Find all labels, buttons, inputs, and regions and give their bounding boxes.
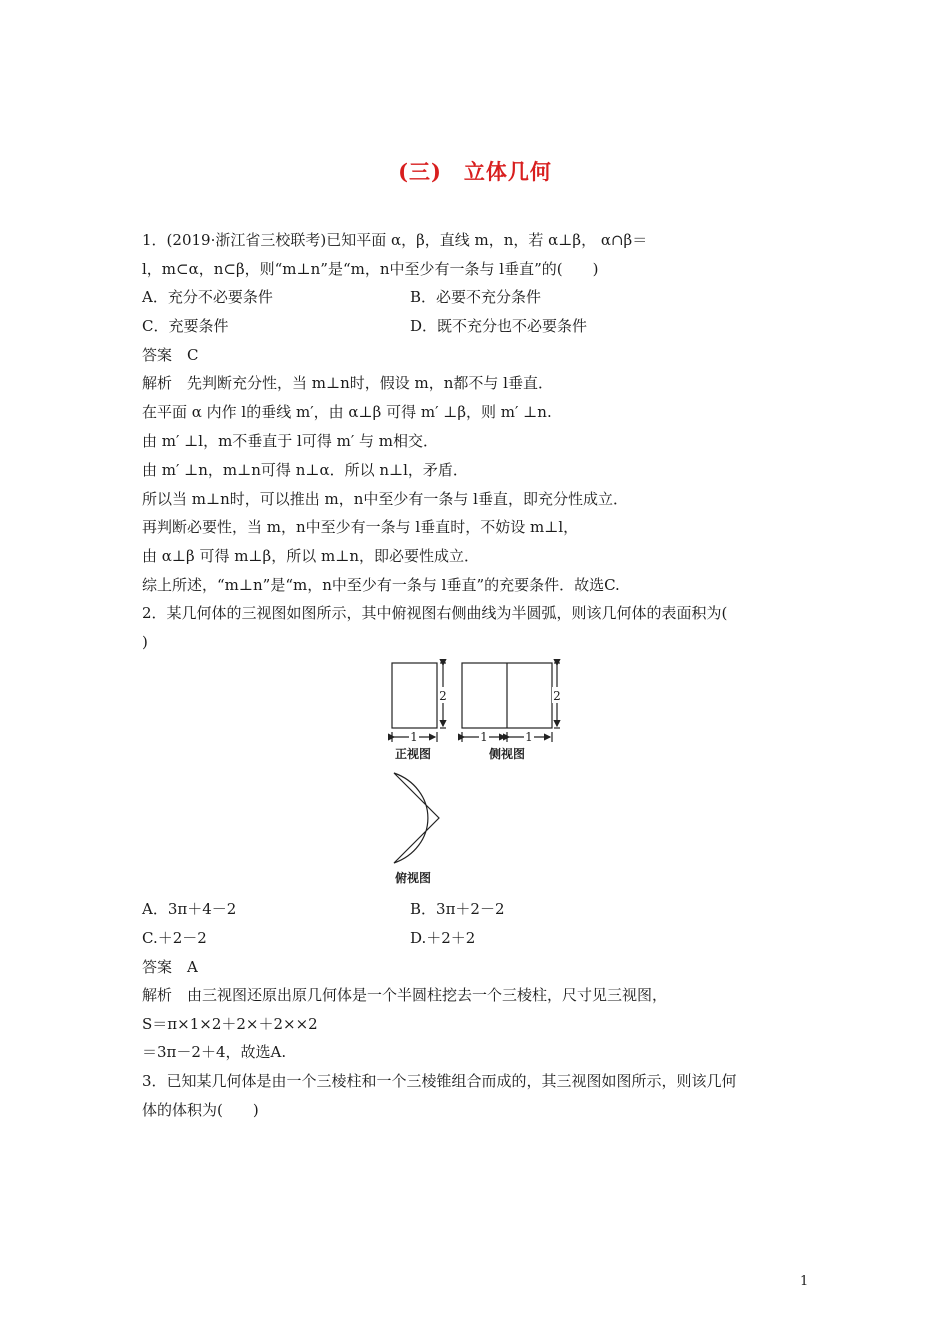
- front-height-label: 2: [439, 689, 447, 703]
- top-view-label: 俯视图: [394, 871, 432, 885]
- q2-stem-line2: ): [142, 633, 148, 651]
- side-width-label-right: 1: [525, 730, 533, 744]
- q1-analysis-line: 再判断必要性，当 m，n中至少有一条与 l垂直时，不妨设 m⊥l，: [142, 518, 579, 536]
- q1-option-b: B．必要不充分条件: [410, 288, 542, 306]
- page-number: 1: [800, 1274, 809, 1289]
- q1-analysis-line: 由 m′ ⊥n，m⊥n可得 n⊥α．所以 n⊥l，矛盾．: [142, 461, 468, 479]
- side-view-label: 侧视图: [488, 747, 526, 761]
- q1-option-c: C．充要条件: [142, 317, 229, 335]
- q1-stem-line2: l，m⊂α，n⊂β，则“m⊥n”是“m，n中至少有一条与 l垂直”的( ): [142, 260, 599, 278]
- q1-analysis-line: 综上所述，“m⊥n”是“m，n中至少有一条与 l垂直”的充要条件．故选C.: [142, 576, 620, 594]
- top-view-shape: [394, 773, 439, 863]
- q3-stem-line1: 3．已知某几何体是由一个三棱柱和一个三棱锥组合而成的，其三视图如图所示，则该几何: [142, 1072, 737, 1090]
- section-title: (三) 立体几何: [398, 159, 552, 184]
- front-view-rect: [392, 663, 437, 728]
- q3-stem-line2: 体的体积为( ): [142, 1101, 259, 1119]
- q1-option-d: D．既不充分也不必要条件: [410, 317, 588, 335]
- front-view-label: 正视图: [394, 747, 432, 761]
- q2-option-b: B．3π＋2－2: [410, 900, 505, 918]
- q2-answer: 答案 A: [142, 958, 198, 976]
- q2-analysis-line: ＝3π－2＋4，故选A.: [142, 1043, 287, 1061]
- q2-stem-line1: 2．某几何体的三视图如图所示，其中俯视图右侧曲线为半圆弧，则该几何体的表面积为(: [142, 604, 728, 622]
- side-height-label: 2: [553, 689, 561, 703]
- q2-option-d: D.＋2＋2: [410, 929, 476, 947]
- q2-option-a: A．3π＋4－2: [142, 900, 237, 918]
- q1-analysis-line: 在平面 α 内作 l的垂线 m′，由 α⊥β 可得 m′ ⊥β，则 m′ ⊥n.: [142, 403, 552, 421]
- q2-option-c: C.＋2－2: [142, 929, 207, 947]
- q1-analysis-line: 解析 先判断充分性，当 m⊥n时，假设 m，n都不与 l垂直．: [142, 374, 553, 392]
- q1-analysis-line: 所以当 m⊥n时，可以推出 m，n中至少有一条与 l垂直，即充分性成立．: [142, 490, 628, 508]
- q1-answer: 答案 C: [142, 346, 199, 364]
- side-width-label-left: 1: [480, 730, 488, 744]
- three-view-figure: [380, 655, 580, 890]
- q1-analysis-line: 由 m′ ⊥l，m不垂直于 l可得 m′ 与 m相交．: [142, 432, 439, 450]
- q1-option-a: A．充分不必要条件: [142, 288, 273, 306]
- front-width-label: 1: [410, 730, 418, 744]
- q1-analysis-line: 由 α⊥β 可得 m⊥β，所以 m⊥n，即必要性成立．: [142, 547, 479, 565]
- q2-analysis-line: 解析 由三视图还原出原几何体是一个半圆柱挖去一个三棱柱，尺寸见三视图，: [142, 986, 668, 1004]
- q1-stem-line1: 1．(2019·浙江省三校联考)已知平面 α，β，直线 m，n，若 α⊥β， α∩β＝: [142, 231, 648, 249]
- q2-analysis-line: S＝π×1×2＋2×＋2××2: [142, 1015, 318, 1033]
